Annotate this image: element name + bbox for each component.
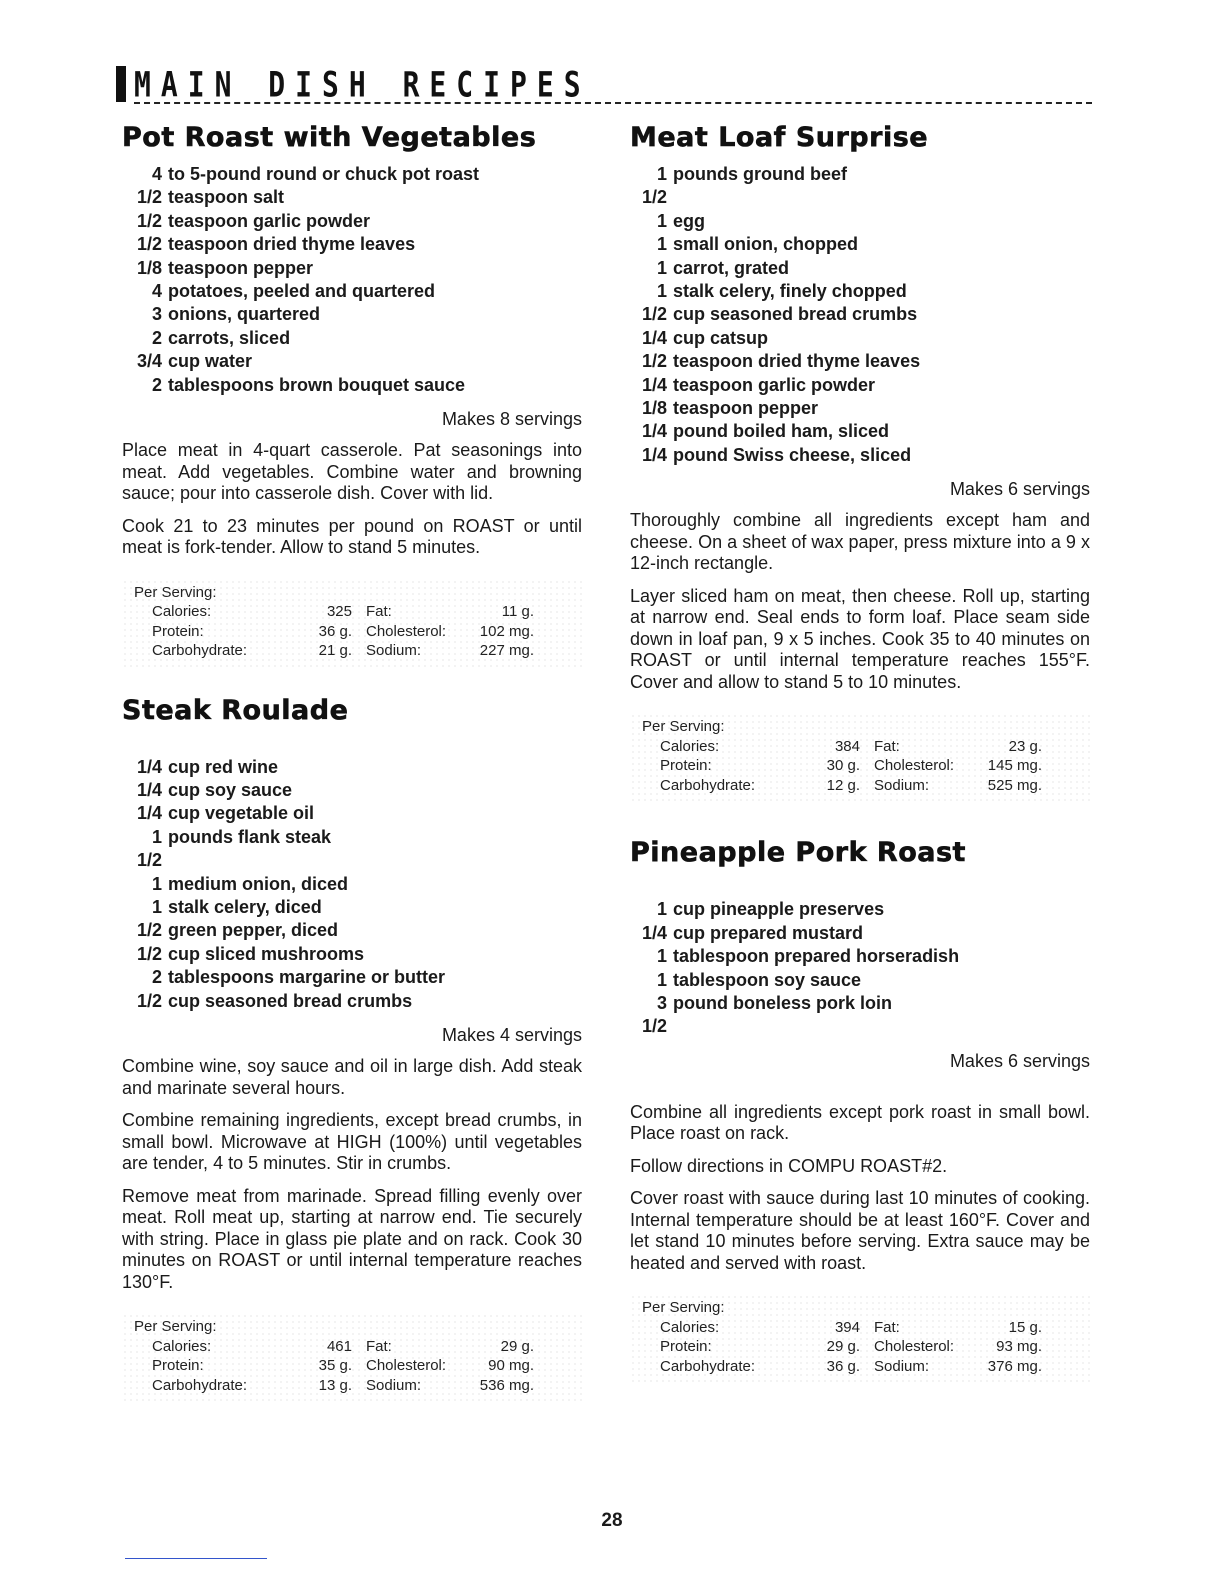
nutrient-value: 102 mg. [479, 622, 534, 640]
ingredient-text: carrot, grated [673, 257, 790, 278]
ingredient-quantity: 1 [656, 281, 667, 302]
ingredient-quantity: 1/8 [641, 398, 667, 419]
ingredient-text: teaspoon pepper [673, 398, 819, 419]
ingredient-text: teaspoon garlic powder [168, 210, 371, 231]
ingredient-quantity: 1/4 [641, 421, 667, 442]
ingredient-item [122, 756, 582, 779]
nutrient-label: Carbohydrate: [660, 1357, 756, 1375]
ingredient-text: to 5-pound round or chuck pot roast [168, 164, 479, 184]
ingredient-item [122, 896, 582, 919]
ingredient-text: pound boneless pork loin [673, 992, 893, 1013]
ingredient-text: cup water [168, 351, 253, 372]
nutrition-row [630, 776, 1090, 796]
left-column [122, 122, 582, 1401]
nutrition-row [630, 756, 1090, 776]
nutrition-row [122, 622, 582, 642]
direction-paragraph: Cook 21 to 23 minutes per pound on ROAST or until meat is fork-tender. Allow to stand 5 minutes. [122, 515, 582, 558]
recipe-steak-roulade [122, 695, 582, 1401]
recipe-pot-roast [122, 122, 582, 667]
nutrient-label: Carbohydrate: [152, 1376, 248, 1394]
ingredient-text: pound Swiss cheese, sliced [673, 444, 912, 465]
direction-paragraph: Combine remaining ingredients, except bread crumbs, in small bowl. Microwave at HIGH (100%) until vegetables are tender, 4 to 5 minutes. Stir in crumbs. [122, 1110, 582, 1174]
nutrient-label: Carbohydrate: [660, 776, 756, 794]
ingredient-quantity: 1/4 [136, 779, 162, 800]
ingredient-item [122, 327, 582, 350]
ingredient-text: tablespoon prepared horseradish [673, 946, 960, 967]
ingredient-quantity: 1 1/2 [136, 826, 162, 871]
nutrition-header: Per Serving: [134, 583, 217, 601]
ingredient-text: egg [673, 210, 706, 231]
nutrition-row [122, 641, 582, 661]
ingredient-quantity: 1/4 [136, 803, 162, 824]
nutrient-label: Fat: [874, 737, 900, 755]
ingredient-quantity: 1/2 [136, 920, 162, 941]
nutrient-value: 29 g. [826, 1338, 860, 1356]
nutrition-row [122, 602, 582, 622]
footer-rule [125, 1558, 267, 1559]
nutrient-label: Calories: [660, 737, 720, 755]
direction-paragraph: Cover roast with sauce during last 10 minutes of cooking. Internal temperature should be at least 160°F. Cover and let stand 10 minutes before serving. Extra sauce may be heated and served with roast. [630, 1188, 1090, 1273]
nutrient-value: 227 mg. [479, 642, 534, 660]
recipe-directions [630, 1102, 1090, 1275]
ingredient-quantity: 1 1/2 [641, 164, 667, 208]
ingredient-quantity: 4 [151, 164, 162, 184]
ingredient-item [122, 873, 582, 896]
ingredient-item [630, 444, 1090, 467]
nutrient-value: 376 mg. [987, 1357, 1042, 1375]
nutrient-label: Cholesterol: [874, 757, 955, 775]
nutrition-facts [630, 1294, 1090, 1382]
ingredient-text: teaspoon garlic powder [673, 374, 876, 395]
ingredient-quantity: 1 [151, 897, 162, 917]
ingredient-list [630, 163, 1090, 467]
recipe-title: Steak Roulade [122, 694, 349, 726]
header-bar [116, 66, 126, 102]
direction-paragraph: Place meat in 4-quart casserole. Pat seasonings into meat. Add vegetables. Combine water and browning sauce; pour into casserole dish. Cover with lid. [122, 440, 582, 504]
nutrient-value: 23 g. [1008, 737, 1042, 755]
nutrition-row [630, 1357, 1090, 1377]
ingredient-quantity: 1/2 [136, 187, 162, 208]
nutrition-row [122, 1376, 582, 1396]
nutrient-value: 461 [326, 1337, 352, 1355]
ingredient-text: cup prepared mustard [673, 922, 864, 943]
ingredient-item [630, 350, 1090, 373]
recipe-title: Pineapple Pork Roast [630, 837, 966, 869]
ingredient-item [122, 802, 582, 825]
ingredient-item [630, 992, 1090, 1039]
recipe-pineapple-pork-roast [630, 837, 1090, 1382]
ingredient-text: medium onion, diced [168, 873, 349, 894]
nutrition-row [630, 1337, 1090, 1357]
nutrition-row [122, 1356, 582, 1376]
nutrition-header: Per Serving: [642, 718, 725, 736]
direction-paragraph: Remove meat from marinade. Spread filling evenly over meat. Roll meat up, starting at narrow end. Tie securely with string. Place in glass pie plate and on rack. Cook 30 minutes on ROAST or until internal temperature reaches 130°F. [122, 1185, 582, 1292]
ingredient-text: pounds ground beef [673, 164, 847, 184]
ingredient-quantity: 1/4 [641, 374, 667, 395]
ingredient-text: stalk celery, diced [168, 897, 322, 917]
ingredient-text: cup red wine [168, 756, 279, 777]
nutrient-value: 12 g. [826, 776, 860, 794]
ingredient-quantity: 1/4 [641, 922, 667, 943]
nutrient-label: Cholesterol: [874, 1338, 955, 1356]
nutrient-label: Carbohydrate: [152, 642, 248, 660]
ingredient-text: teaspoon dried thyme leaves [673, 351, 921, 372]
nutrition-facts [630, 713, 1090, 801]
recipe-title: Meat Loaf Surprise [630, 122, 929, 153]
ingredient-quantity: 1/2 [641, 351, 667, 372]
ingredient-item [630, 280, 1090, 303]
nutrient-label: Calories: [152, 603, 212, 621]
nutrient-label: Protein: [152, 622, 204, 640]
ingredient-item [630, 163, 1090, 210]
nutrient-value: 13 g. [318, 1376, 352, 1394]
ingredient-list [122, 756, 582, 1013]
ingredient-item [122, 990, 582, 1013]
ingredient-item [630, 945, 1090, 968]
nutrient-value: 36 g. [826, 1357, 860, 1375]
ingredient-quantity: 1/2 [136, 943, 162, 964]
recipe-meat-loaf [630, 122, 1090, 801]
ingredient-item [630, 233, 1090, 256]
nutrition-facts [122, 1313, 582, 1401]
ingredient-text: green pepper, diced [168, 920, 339, 941]
nutrition-facts [122, 579, 582, 667]
page-number: 28 [601, 1510, 623, 1531]
ingredient-quantity: 1/4 [136, 756, 162, 777]
nutrient-value: 35 g. [318, 1357, 352, 1375]
ingredient-text: potatoes, peeled and quartered [168, 281, 436, 302]
ingredient-text: cup catsup [673, 327, 769, 348]
ingredient-list [630, 898, 1090, 1038]
nutrient-value: 36 g. [318, 622, 352, 640]
ingredient-quantity: 1/2 [136, 234, 162, 255]
ingredient-text: teaspoon salt [168, 187, 285, 208]
ingredient-item [122, 350, 582, 373]
nutrient-label: Fat: [366, 1337, 392, 1355]
nutrient-label: Protein: [660, 757, 712, 775]
ingredient-text: cup vegetable oil [168, 803, 315, 824]
nutrient-label: Sodium: [874, 1357, 930, 1375]
nutrient-value: 325 [326, 603, 352, 621]
nutrient-value: 21 g. [318, 642, 352, 660]
nutrient-label: Cholesterol: [366, 622, 447, 640]
nutrient-value: 93 mg. [996, 1338, 1042, 1356]
nutrition-row [122, 1337, 582, 1357]
direction-paragraph: Thoroughly combine all ingredients except ham and cheese. On a sheet of wax paper, press mixture into a 9 x 12-inch rectangle. [630, 510, 1090, 574]
ingredient-item [122, 210, 582, 233]
ingredient-quantity: 2 [151, 327, 162, 348]
ingredient-text: teaspoon dried thyme leaves [168, 234, 416, 255]
ingredient-quantity: 1/2 [136, 210, 162, 231]
recipe-yield: Makes 6 servings [949, 1050, 1090, 1071]
ingredient-text: cup sliced mushrooms [168, 943, 365, 964]
ingredient-text: cup pineapple preserves [673, 899, 885, 920]
direction-paragraph: Follow directions in COMPU ROAST#2. [630, 1155, 948, 1176]
ingredient-item [122, 163, 582, 186]
ingredient-item [630, 257, 1090, 280]
nutrient-value: 15 g. [1008, 1318, 1042, 1336]
ingredient-quantity: 1 [656, 234, 667, 255]
ingredient-quantity: 1 [656, 257, 667, 278]
ingredient-text: tablespoons margarine or butter [168, 967, 446, 988]
ingredient-item [122, 303, 582, 326]
ingredient-item [630, 303, 1090, 326]
nutrient-value: 29 g. [500, 1337, 534, 1355]
ingredient-quantity: 3/4 [136, 351, 162, 372]
recipe-directions [122, 440, 582, 559]
nutrient-label: Calories: [660, 1318, 720, 1336]
ingredient-text: small onion, chopped [673, 234, 859, 255]
nutrient-value: 525 mg. [987, 776, 1042, 794]
ingredient-text: cup seasoned bread crumbs [168, 990, 413, 1011]
ingredient-quantity: 2 [151, 374, 162, 395]
nutrient-value: 30 g. [826, 757, 860, 775]
ingredient-quantity: 1/2 [136, 990, 162, 1011]
ingredient-quantity: 1/2 [641, 304, 667, 325]
nutrient-value: 384 [834, 737, 860, 755]
ingredient-text: pounds flank steak [168, 826, 332, 847]
ingredient-text: onions, quartered [168, 304, 321, 325]
ingredient-item [630, 969, 1090, 992]
ingredient-quantity: 1 [656, 946, 667, 967]
nutrient-value: 536 mg. [479, 1376, 534, 1394]
ingredient-quantity: 3 [151, 304, 162, 325]
ingredient-item [630, 898, 1090, 921]
ingredient-text: stalk celery, finely chopped [673, 281, 907, 302]
nutrient-label: Protein: [152, 1357, 204, 1375]
section-title: MAIN DISH RECIPES [134, 64, 591, 106]
direction-paragraph: Layer sliced ham on meat, then cheese. Roll up, starting at narrow end. Seal ends to form loaf. Place seam side down in loaf pan, 9 x 5 inches. Cook 35 to 40 minutes on ROAST or until internal temperature reaches 155°F. Cover and allow to stand 5 to 10 minutes. [630, 585, 1090, 692]
ingredient-text: pound boiled ham, sliced [673, 421, 890, 442]
ingredient-item [630, 374, 1090, 397]
ingredient-quantity: 1/4 [641, 327, 667, 348]
nutrient-value: 90 mg. [488, 1357, 534, 1375]
nutrient-label: Sodium: [366, 642, 422, 660]
nutrient-label: Sodium: [874, 776, 930, 794]
recipe-yield: Makes 6 servings [949, 479, 1090, 500]
ingredient-item [122, 374, 582, 397]
recipe-yield: Makes 4 servings [441, 1025, 582, 1046]
nutrition-header: Per Serving: [134, 1318, 217, 1336]
nutrient-label: Calories: [152, 1337, 212, 1355]
ingredient-text: tablespoon soy sauce [673, 969, 862, 990]
ingredient-quantity: 1 [656, 210, 667, 231]
nutrition-header: Per Serving: [642, 1299, 725, 1317]
right-column [630, 122, 1090, 1382]
recipe-directions [630, 510, 1090, 693]
nutrient-label: Cholesterol: [366, 1357, 447, 1375]
ingredient-item [122, 186, 582, 209]
ingredient-item [630, 210, 1090, 233]
ingredient-text: cup soy sauce [168, 779, 293, 800]
ingredient-quantity: 1/4 [641, 444, 667, 465]
ingredient-item [630, 327, 1090, 350]
ingredient-text: carrots, sliced [168, 327, 291, 348]
recipe-directions [122, 1056, 582, 1293]
ingredient-item [122, 233, 582, 256]
header-dashed-rule [134, 102, 1092, 104]
ingredient-quantity: 1 [656, 899, 667, 920]
nutrient-label: Fat: [874, 1318, 900, 1336]
direction-paragraph: Combine wine, soy sauce and oil in large dish. Add steak and marinate several hours. [122, 1056, 582, 1098]
ingredient-text: cup seasoned bread crumbs [673, 304, 918, 325]
ingredient-item [122, 779, 582, 802]
recipe-yield: Makes 8 servings [441, 409, 582, 430]
recipe-title: Pot Roast with Vegetables [122, 122, 537, 153]
ingredient-item [122, 966, 582, 989]
nutrient-value: 11 g. [501, 603, 534, 621]
direction-paragraph: Combine all ingredients except pork roast in small bowl. Place roast on rack. [630, 1101, 1090, 1144]
nutrient-label: Sodium: [366, 1376, 422, 1394]
ingredient-item [122, 257, 582, 280]
ingredient-item [122, 919, 582, 942]
ingredient-item [630, 397, 1090, 420]
ingredient-item [630, 420, 1090, 443]
nutrient-label: Protein: [660, 1338, 712, 1356]
ingredient-item [122, 280, 582, 303]
ingredient-quantity: 1/8 [136, 257, 162, 278]
ingredient-quantity: 1 [151, 873, 162, 894]
ingredient-item [122, 943, 582, 966]
ingredient-quantity: 3 1/2 [641, 992, 667, 1037]
ingredient-item [630, 922, 1090, 945]
ingredient-quantity: 1 [656, 969, 667, 990]
nutrition-row [630, 737, 1090, 757]
nutrient-value: 394 [834, 1318, 860, 1336]
ingredient-quantity: 4 [151, 281, 162, 302]
section-header [116, 62, 1092, 110]
nutrient-label: Fat: [366, 603, 392, 621]
ingredient-text: teaspoon pepper [168, 257, 314, 278]
ingredient-list [122, 163, 582, 397]
ingredient-quantity: 2 [151, 967, 162, 988]
nutrition-row [630, 1318, 1090, 1338]
ingredient-text: tablespoons brown bouquet sauce [168, 374, 466, 395]
nutrient-value: 145 mg. [987, 757, 1042, 775]
ingredient-item [122, 826, 582, 873]
